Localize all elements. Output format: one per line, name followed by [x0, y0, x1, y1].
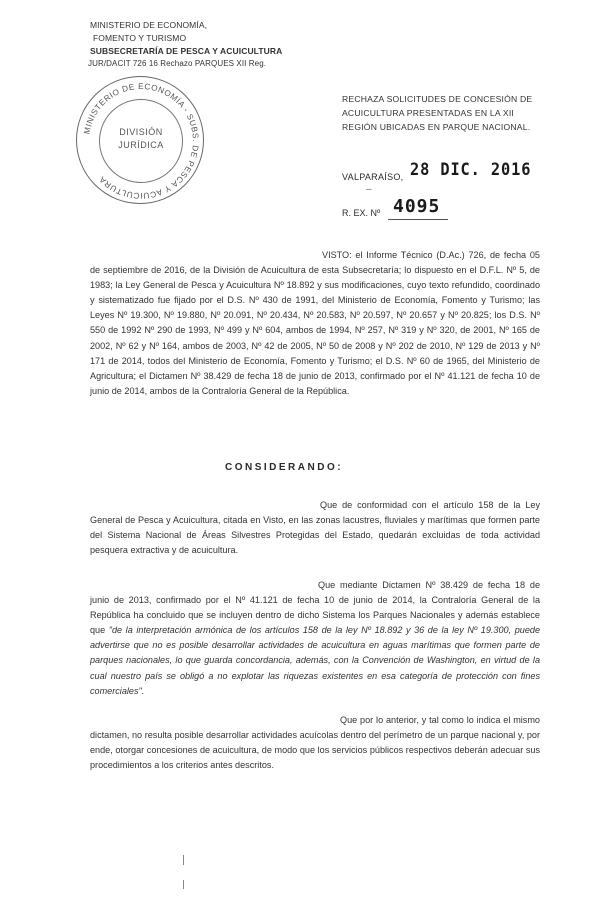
seal-center-line-1: DIVISIÓN: [119, 127, 163, 137]
visto-paragraph: VISTO: el Informe Técnico (D.Ac.) 726, de fecha 05 de septiembre de 2016, de la División de Acuicultura de esta Subsecretaría; lo dispuesto en el D.F.L. Nº 5, de 1983; la Ley General de Pesca y Acuicultura Nº 18.892 y sus modificaciones, cuyo texto refundido, coordinado y sistematizado fue fijado por el D.S. Nº 430 de 1991, del Ministerio de Economía, Fomento y Turismo; las Leyes Nº 19.300, Nº 19.880, Nº 20.091, Nº 20.434, Nº 20.583, Nº 20.597, Nº 20.657 y Nº 20.825; los D.S. Nº 550 de 1992 Nº 290 de 1993, Nº 499 y Nº 604, ambos de 1994, Nº 257, Nº 319 y Nº 320, de 2001, Nº 165 de 2002, Nº 62 y Nº 164, ambos de 2003, Nº 42 de 2005, Nº 50 de 2008 y Nº 202 de 2010, Nº 129 de 2013 y Nº 171 de 2014, todos del Ministerio de Economía, Fomento y Turismo; el D.S. Nº 60 de 1965, del Ministerio de Agricultura; el Dictamen Nº 38.429 de fecha 18 de junio de 2013, confirmado por el Nº 41.121 de fecha 10 de junio de 2014, ambos de la Contraloría General de la República.: [90, 250, 540, 396]
resolution-label: R. EX. Nº: [342, 208, 381, 218]
considerando-paragraph-3: Que por lo anterior, y tal como lo indica el mismo dictamen, no resulta posible desarrollar actividades acuícolas dentro del perímetro de un parque nacional y, por ende, otorgar concesiones de acuicultura, de modo que los servicios públicos respectivos deberán adecuar sus procedimientos a los criterios antes descritos.: [90, 715, 540, 771]
considerando-heading: CONSIDERANDO:: [225, 462, 344, 473]
margin-mark: [183, 855, 184, 865]
margin-mark: [183, 880, 184, 889]
ministry-line-2: FOMENTO Y TURISMO: [93, 33, 187, 43]
seal-center-line-2: JURÍDICA: [118, 140, 164, 150]
date-stamp: 28 DIC. 2016: [410, 160, 532, 180]
dash-mark: –: [366, 184, 372, 195]
reference-code: JUR/DACIT 726 16 Rechazo PARQUES XII Reg.: [88, 59, 267, 68]
place-label: VALPARAÍSO,: [342, 172, 404, 182]
subject-summary: RECHAZA SOLICITUDES DE CONCESIÓN DE ACUICULTURA PRESENTADAS EN LA XII REGIÓN UBICADAS EN PARQUE NACIONAL.: [342, 94, 533, 132]
paragraph-2-quote: "de la interpretación armónica de los artículos 158 de la ley Nº 18.892 y 36 de la ley Nº 19.300, puede advertirse que no es posible desarrollar actividades de acuicultura en aguas marítimas que formen parte de parques nacionales, lo que guarda concordancia, además, con la Convención de Washington, en virtud de la cual nuestro país se obligó a no explotar las riquezas existentes en esa categoría de protección con fines comerciales".: [90, 625, 540, 696]
considerando-paragraph-1: Que de conformidad con el artículo 158 de la Ley General de Pesca y Acuicultura, citada en Visto, en las zonas lacustres, fluviales y marítimas que formen parte del Sistema Nacional de Áreas Silvestres Protegidas del Estado, quedarán excluidas de toda actividad pesquera extractiva y de acuicultura.: [90, 500, 540, 556]
legal-division-seal: [76, 76, 204, 204]
considerando-paragraph-2: [90, 578, 540, 699]
resolution-number-underline: [388, 219, 448, 220]
resolution-number: 4095: [393, 196, 441, 217]
svg-text:MINISTERIO DE ECONOMÍA - SUBS.: MINISTERIO DE ECONOMÍA - SUBS. DE PESCA Y ACUICULTURA: [82, 81, 201, 201]
ministry-line-1: MINISTERIO DE ECONOMÍA,: [90, 20, 208, 30]
paragraph-2-text: Que mediante Dictamen Nº 38.429 de fecha 18 de junio de 2013, confirmado por el Nº 41.121 de fecha 10 de junio de 2014, la Contraloría General de la República ha concluido que se incluyen dentro de dicho Sistema los Parques Nacionales y además establece que: [90, 580, 540, 636]
undersecretariat-line: SUBSECRETARÍA DE PESCA Y ACUICULTURA: [90, 46, 283, 56]
